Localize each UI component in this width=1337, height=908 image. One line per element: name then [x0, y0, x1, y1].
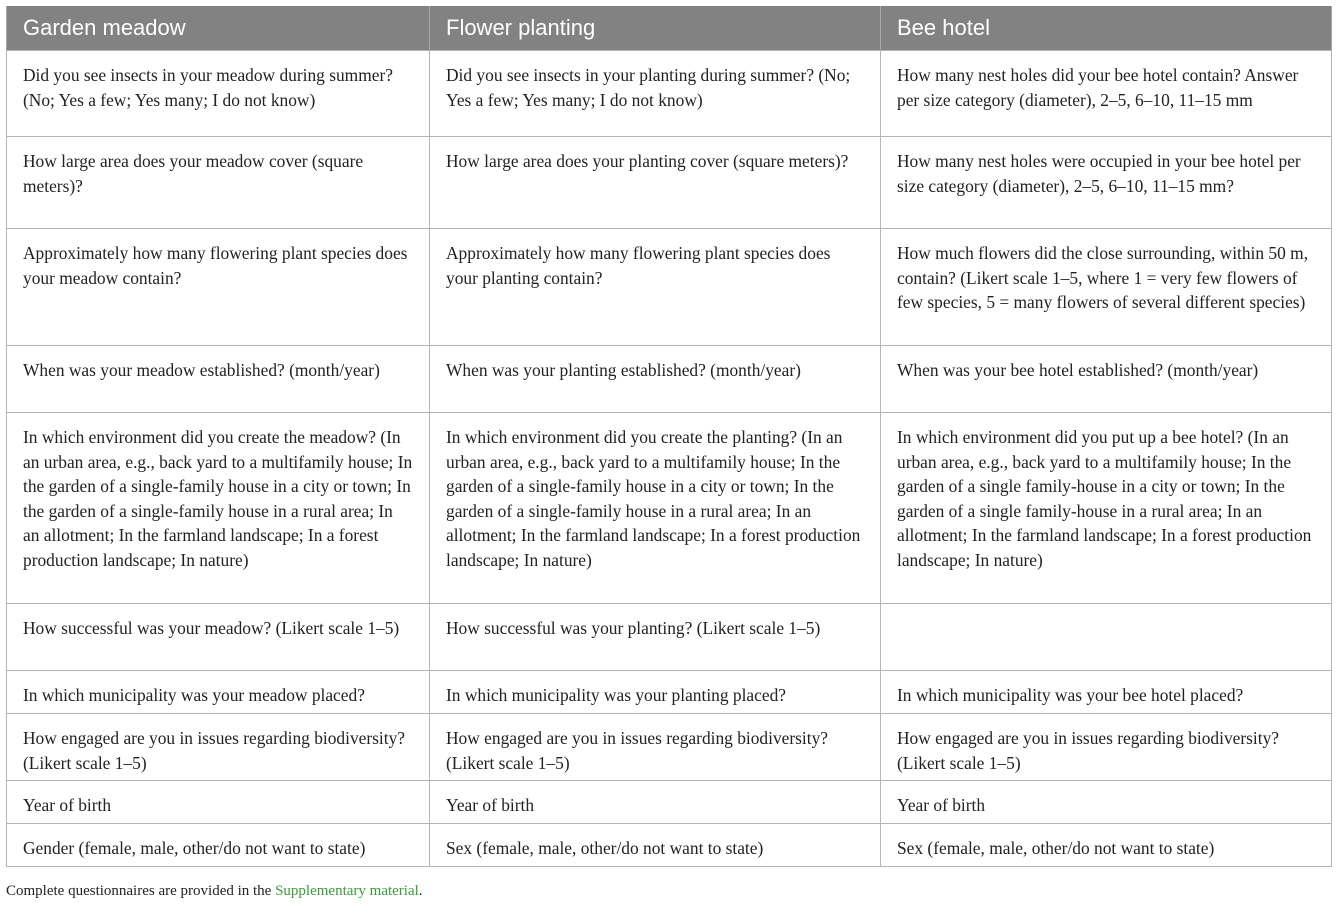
table-cell: How large area does your meadow cover (square meters)?: [7, 137, 430, 229]
table-cell: How much flowers did the close surrounding, within 50 m, contain? (Likert scale 1–5, where 1 = very few flowers of few species, 5 = many flowers of several different species): [881, 229, 1332, 346]
header-row: [7, 6, 1332, 51]
table-cell: When was your bee hotel established? (month/year): [881, 346, 1332, 413]
table-cell: Sex (female, male, other/do not want to state): [881, 824, 1332, 867]
table-row: [7, 671, 1332, 714]
table-cell: Did you see insects in your meadow during summer? (No; Yes a few; Yes many; I do not know): [7, 51, 430, 137]
table-cell: How engaged are you in issues regarding biodiversity? (Likert scale 1–5): [881, 714, 1332, 781]
table-cell: Year of birth: [7, 781, 430, 824]
table-cell: When was your meadow established? (month/year): [7, 346, 430, 413]
supplementary-material-link[interactable]: Supplementary material: [275, 883, 419, 899]
table-cell: Approximately how many flowering plant species does your meadow contain?: [7, 229, 430, 346]
table-cell: In which municipality was your meadow placed?: [7, 671, 430, 714]
questionnaire-table-container: [6, 6, 1331, 867]
footnote-suffix: .: [418, 883, 423, 899]
table-row: [7, 604, 1332, 671]
table-cell: Sex (female, male, other/do not want to state): [430, 824, 881, 867]
table-cell: How successful was your planting? (Likert scale 1–5): [430, 604, 881, 671]
table-row: [7, 714, 1332, 781]
table-cell: In which environment did you create the planting? (In an urban area, e.g., back yard to a multifamily house; In the garden of a single-family house in a city or town; In the garden of a single-family house in a rural area; In an allotment; In the farmland landscape; In a forest production landscape; In nature): [430, 413, 881, 604]
table-cell: How engaged are you in issues regarding biodiversity? (Likert scale 1–5): [430, 714, 881, 781]
table-row: [7, 413, 1332, 604]
table-cell: How many nest holes were occupied in your bee hotel per size category (diameter), 2–5, 6–10, 11–15 mm?: [881, 137, 1332, 229]
table-cell: [881, 604, 1332, 671]
footnote-prefix: Complete questionnaires are provided in the: [6, 883, 276, 899]
table-cell: In which environment did you put up a bee hotel? (In an urban area, e.g., back yard to a multifamily house; In the garden of a single family-house in a city or town; In the garden of a single family-house in a rural area; In an allotment; In the farmland landscape; In a forest production landscape; In nature): [881, 413, 1332, 604]
table-row: [7, 229, 1332, 346]
table-cell: In which municipality was your planting placed?: [430, 671, 881, 714]
table-cell: Did you see insects in your planting during summer? (No; Yes a few; Yes many; I do not know): [430, 51, 881, 137]
table-row: [7, 137, 1332, 229]
header-bee-hotel: Bee hotel: [881, 6, 1332, 51]
table-row: [7, 781, 1332, 824]
table-row: [7, 51, 1332, 137]
table-row: [7, 346, 1332, 413]
table-row: [7, 824, 1332, 867]
table-cell: How many nest holes did your bee hotel contain? Answer per size category (diameter), 2–5, 6–10, 11–15 mm: [881, 51, 1332, 137]
table-cell: Gender (female, male, other/do not want to state): [7, 824, 430, 867]
table-cell: Approximately how many flowering plant species does your planting contain?: [430, 229, 881, 346]
table-cell: How large area does your planting cover (square meters)?: [430, 137, 881, 229]
header-flower-planting: Flower planting: [430, 6, 881, 51]
table-cell: How successful was your meadow? (Likert scale 1–5): [7, 604, 430, 671]
table-cell: When was your planting established? (month/year): [430, 346, 881, 413]
table-cell: Year of birth: [430, 781, 881, 824]
header-garden-meadow: Garden meadow: [7, 6, 430, 51]
table-cell: In which municipality was your bee hotel placed?: [881, 671, 1332, 714]
table-cell: Year of birth: [881, 781, 1332, 824]
questionnaire-table: [6, 6, 1332, 867]
table-cell: In which environment did you create the meadow? (In an urban area, e.g., back yard to a multifamily house; In the garden of a single-family house in a city or town; In the garden of a single-family house in a rural area; In an allotment; In the farmland landscape; In a forest production landscape; In nature): [7, 413, 430, 604]
table-footnote: [6, 883, 423, 900]
table-cell: How engaged are you in issues regarding biodiversity? (Likert scale 1–5): [7, 714, 430, 781]
